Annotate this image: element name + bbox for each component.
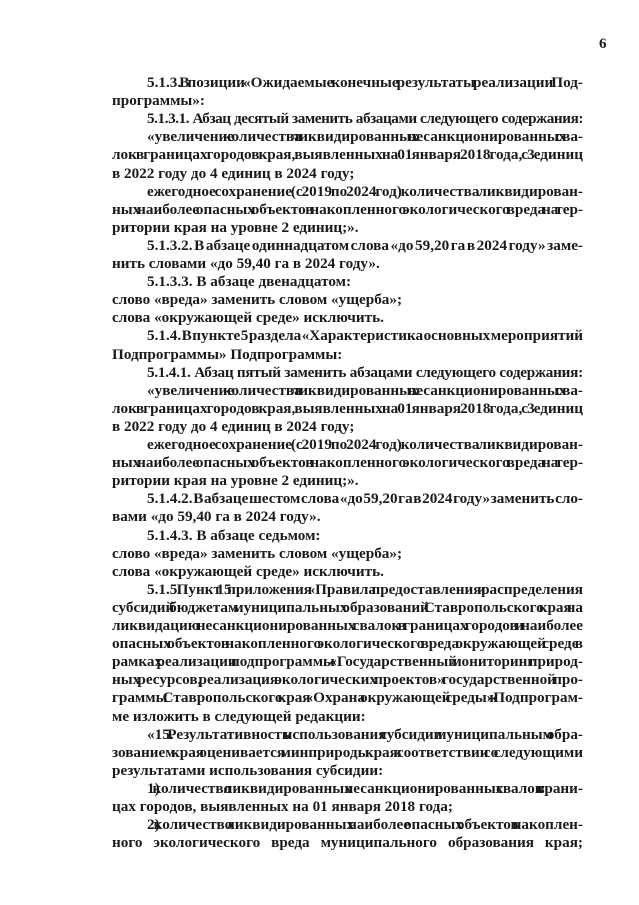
text-line: 5.1.3. В позиции «Ожидаемые конечные результаты реализации Под- bbox=[147, 74, 583, 91]
text-line: ликвидацию несанкционированных свалок в границах городов и наиболее bbox=[112, 617, 583, 634]
text-line: 2) количество ликвидированных наиболее опасных объектов накоплен- bbox=[147, 816, 583, 834]
page-number: 6 bbox=[599, 36, 607, 52]
text-line: слова «окружающей среде» исключить. bbox=[112, 309, 384, 327]
text-line: 5.1.4. В пункте 5 раздела «Характеристика основных мероприятий bbox=[147, 327, 583, 345]
text-line: ежегодное сохранение (с 2019 по 2024 год) количества ликвидирован- bbox=[147, 436, 583, 453]
text-line: ных наиболее опасных объектов накопленного экологического вреда на тер- bbox=[112, 454, 583, 472]
text-line: программы»: bbox=[112, 92, 205, 110]
text-line: «15. Результативность использования субсидии муниципальным обра- bbox=[147, 725, 583, 743]
text-line: ритории края на уровне 2 единиц;». bbox=[112, 472, 359, 490]
text-line: ме изложить в следующей редакции: bbox=[112, 707, 366, 725]
text-line: нить словами «до 59,40 га в 2024 году». bbox=[112, 255, 380, 272]
text-line: 5.1.3.3. В абзаце двенадцатом: bbox=[147, 273, 352, 291]
text-line: «увеличение количества ликвидированных несанкционированных сва- bbox=[147, 381, 583, 399]
text-line: ных ресурсов, реализация экологических проектов» государственной про- bbox=[112, 671, 583, 689]
text-line: лок в границах городов края, выявленных на 01 января 2018 года, с 3 единиц bbox=[112, 146, 583, 164]
text-line: слово «вреда» заменить словом «ущерба»; bbox=[112, 291, 403, 309]
text-line: рамках реализации подпрограммы «Государственный мониторинг природ- bbox=[112, 653, 583, 671]
text-line: 5.1.4.3. В абзаце седьмом: bbox=[147, 526, 321, 544]
text-line: Подпрограммы» Подпрограммы: bbox=[112, 345, 343, 363]
text-line: 1) количество ликвидированных несанкционированных свалок в грани- bbox=[147, 779, 583, 797]
text-line: ных наиболее опасных объектов накопленного экологического вреда на тер- bbox=[112, 200, 583, 218]
text-line: 5.1.5. Пункт 15 приложения «Правила предоставления и распределения bbox=[147, 580, 583, 598]
text-line: цах городов, выявленных на 01 января 2018 года; bbox=[112, 798, 453, 815]
text-line: граммы Ставропольского края «Охрана окружающей среды» к Подпрограм- bbox=[112, 689, 583, 707]
text-line: зованием края оценивается минприроды края в соответствии со следующими bbox=[112, 743, 583, 761]
text-line: слова «окружающей среде» исключить. bbox=[112, 562, 384, 580]
text-line: ежегодное сохранение (с 2019 по 2024 год) количества ликвидирован- bbox=[147, 182, 583, 200]
text-line: результатами использования субсидии: bbox=[112, 761, 384, 779]
text-line: лок в границах городов края, выявленных на 01 января 2018 года, с 3 единиц bbox=[112, 399, 583, 417]
text-line: в 2022 году до 4 единиц в 2024 году; bbox=[112, 164, 355, 182]
text-line: в 2022 году до 4 единиц в 2024 году; bbox=[112, 417, 355, 435]
text-line: ритории края на уровне 2 единиц;». bbox=[112, 218, 359, 236]
text-line: 5.1.4.2. В абзаце шестом слова «до 59,20 га в 2024 году» заменить сло- bbox=[147, 490, 583, 508]
text-line: субсидий бюджетам муниципальных образований Ставропольского края на bbox=[112, 598, 583, 616]
text-line: «увеличение количества ликвидированных несанкционированных сва- bbox=[147, 128, 583, 146]
text-line: 5.1.4.1. Абзац пятый заменить абзацами следующего содержания: bbox=[147, 363, 583, 381]
text-line: слово «вреда» заменить словом «ущерба»; bbox=[112, 544, 403, 562]
text-line: опасных объектов накопленного экологического вреда окружающей среде в bbox=[112, 635, 583, 653]
text-line: вами «до 59,40 га в 2024 году». bbox=[112, 508, 321, 526]
text-line: 5.1.3.2. В абзаце одиннадцатом слова «до 59,20 га в 2024 году» заме- bbox=[147, 236, 583, 254]
text-line: ного экологического вреда муниципального образования края; bbox=[112, 834, 583, 852]
text-line: 5.1.3.1. Абзац десятый заменить абзацами следующего содержания: bbox=[147, 110, 583, 128]
